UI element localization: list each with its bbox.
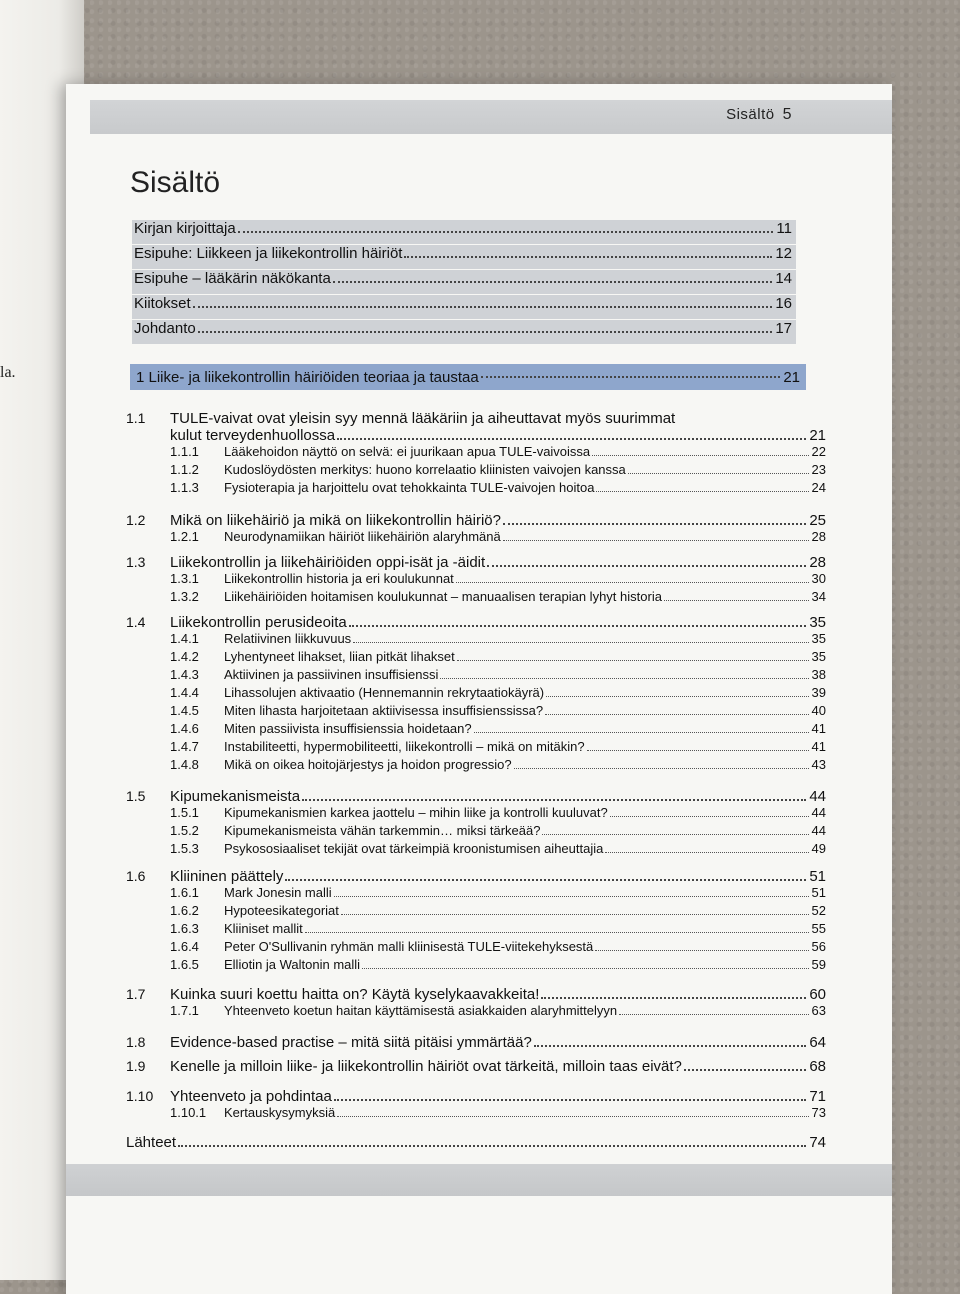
toc-subsection: 1.6.3 Kliiniset mallit 55 xyxy=(170,921,826,936)
toc-subsection: 1.5.2 Kipumekanismeista vähän tarkemmin… miksi tärkeää? 44 xyxy=(170,823,826,838)
page-number: 5 xyxy=(782,106,792,123)
toc-subsection: 1.4.5 Miten lihasta harjoitetaan aktiivisessa insuffisienssissa? 40 xyxy=(170,703,826,718)
toc-section: 1.10 Yhteenveto ja pohdintaa 71 1.10.1 Kertauskysymyksiä 73 xyxy=(126,1088,826,1123)
running-head xyxy=(726,106,792,124)
toc-subsection: 1.4.1 Relatiivinen liikkuvuus 35 xyxy=(170,631,826,646)
toc-subsection: 1.1.1 Lääkehoidon näyttö on selvä: ei juurikaan apua TULE-vaivoissa 22 xyxy=(170,444,826,459)
front-matter-item: Johdanto 17 xyxy=(132,320,796,345)
toc-section: 1.2 Mikä on liikehäiriö ja mikä on liikekontrollin häiriö? 25 1.2.1 Neurodynamiikan häiriöt liikehäiriön alaryhmänä 28 xyxy=(126,512,826,547)
toc-section: 1.1 TULE-vaivat ovat yleisin syy mennä lääkäriin ja aiheuttavat myös suurimmat kulut terveydenhuollossa 21 1.1.1 Lääkehoidon näyttö on selvä: ei juurikaan apua TULE-vaivoissa 22 1.1.2 Kudoslöydösten merkitys: huono korrelaatio kliinisten vaivojen kanssa 23 1.1.3 Fysioterapia ja harjoittelu ovat tehokkainta TULE-vaivojen hoitoa 24 xyxy=(126,410,826,498)
toc-section: 1.7 Kuinka suuri koettu haitta on? Käytä kyselykaavakkeita! 60 1.7.1 Yhteenveto koetun haitan käyttämisestä asiakkaiden alaryhmittelyyn 63 xyxy=(126,986,826,1021)
front-matter-item: Esipuhe – lääkärin näkökanta 14 xyxy=(132,270,796,295)
toc-section: 1.3 Liikekontrollin ja liikehäiriöiden oppi-isät ja -äidit 28 1.3.1 Liikekontrollin historia ja eri koulukunnat 30 1.3.2 Liikehäiriöiden hoitamisen koulukunnat – manuaalisen terapian lyhyt historia 34 xyxy=(126,554,826,607)
toc-subsection: 1.4.4 Lihassolujen aktivaatio (Hennemannin rekrytaatiokäyrä) 39 xyxy=(170,685,826,700)
toc-section: 1.4 Liikekontrollin perusideoita 35 1.4.1 Relatiivinen liikkuvuus 35 1.4.2 Lyhentyneet lihakset, liian pitkät lihakset 35 1.4.3 Aktiivinen ja passiivinen insuffisienssi 38 1.4.4 Lihassolujen aktivaatio (Hennemannin rekrytaatiokäyrä) 39 1.4.5 Miten lihasta harjoitetaan aktiivisessa insuffisienssissa? 40 1.4.6 Miten passiivista insuffisienssia hoidetaan? 41 1.4.7 Instabiliteetti, hypermobiliteetti, liikekontrolli – mikä on mitäkin? 41 1.4.8 Mikä on oikea hoitojärjestys ja hoidon progressio? 43 xyxy=(126,614,826,775)
toc-subsection: 1.6.5 Elliotin ja Waltonin malli 59 xyxy=(170,957,826,972)
toc-section: 1.9 Kenelle ja milloin liike- ja liikekontrollin häiriöt ovat tärkeitä, milloin taas eivät? 68 xyxy=(126,1058,826,1075)
toc-subsection: 1.5.3 Psykososiaaliset tekijät ovat tärkeimpiä kroonistumisen aiheuttajia 49 xyxy=(170,841,826,856)
toc-subsection: 1.1.3 Fysioterapia ja harjoittelu ovat tehokkainta TULE-vaivojen hoitoa 24 xyxy=(170,480,826,495)
chapter-heading: 1 Liike- ja liikekontrollin häiriöiden teoriaa ja taustaa 21 xyxy=(130,364,806,390)
page-title: Sisältö xyxy=(130,166,221,199)
toc-subsection: 1.4.2 Lyhentyneet lihakset, liian pitkät lihakset 35 xyxy=(170,649,826,664)
footer-band xyxy=(66,1164,892,1196)
running-head-label: Sisältö xyxy=(726,106,775,123)
references-entry: Lähteet 74 xyxy=(126,1134,826,1151)
toc-subsection: 1.1.2 Kudoslöydösten merkitys: huono korrelaatio kliinisten vaivojen kanssa 23 xyxy=(170,462,826,477)
toc-subsection: 1.3.1 Liikekontrollin historia ja eri koulukunnat 30 xyxy=(170,571,826,586)
toc-subsection: 1.3.2 Liikehäiriöiden hoitamisen koulukunnat – manuaalisen terapian lyhyt historia 34 xyxy=(170,589,826,604)
front-matter-list xyxy=(132,220,796,345)
toc-subsection: 1.2.1 Neurodynamiikan häiriöt liikehäiriön alaryhmänä 28 xyxy=(170,529,826,544)
toc-subsection: 1.4.3 Aktiivinen ja passiivinen insuffisienssi 38 xyxy=(170,667,826,682)
front-matter-item: Kiitokset 16 xyxy=(132,295,796,320)
toc-subsection: 1.10.1 Kertauskysymyksiä 73 xyxy=(170,1105,826,1120)
toc-section: 1.5 Kipumekanismeista 44 1.5.1 Kipumekanismien karkea jaottelu – mihin liike ja kontrolli kuuluvat? 44 1.5.2 Kipumekanismeista vähän tarkemmin… miksi tärkeää? 44 1.5.3 Psykososiaaliset tekijät ovat tärkeimpiä kroonistumisen aiheuttajia 49 xyxy=(126,788,826,859)
toc-subsection: 1.4.8 Mikä on oikea hoitojärjestys ja hoidon progressio? 43 xyxy=(170,757,826,772)
toc-section: 1.6 Kliininen päättely 51 1.6.1 Mark Jonesin malli 51 1.6.2 Hypoteesikategoriat 52 1.6.3 Kliiniset mallit 55 1.6.4 Peter O'Sullivanin ryhmän malli kliinisestä TULE-viitekehyksestä 56 1.6.5 Elliotin ja Waltonin malli 59 xyxy=(126,868,826,975)
toc-subsection: 1.5.1 Kipumekanismien karkea jaottelu – mihin liike ja kontrolli kuuluvat? 44 xyxy=(170,805,826,820)
toc-subsection: 1.7.1 Yhteenveto koetun haitan käyttämisestä asiakkaiden alaryhmittelyyn 63 xyxy=(170,1003,826,1018)
toc-subsection: 1.4.6 Miten passiivista insuffisienssia hoidetaan? 41 xyxy=(170,721,826,736)
front-matter-item: Esipuhe: Liikkeen ja liikekontrollin häiriöt 12 xyxy=(132,245,796,270)
toc-subsection: 1.6.4 Peter O'Sullivanin ryhmän malli kliinisestä TULE-viitekehyksestä 56 xyxy=(170,939,826,954)
toc-subsection: 1.4.7 Instabiliteetti, hypermobiliteetti, liikekontrolli – mikä on mitäkin? 41 xyxy=(170,739,826,754)
facing-page-text: la. xyxy=(0,364,16,381)
toc-section: 1.8 Evidence-based practise – mitä siitä pitäisi ymmärtää? 64 xyxy=(126,1034,826,1051)
toc-subsection: 1.6.1 Mark Jonesin malli 51 xyxy=(170,885,826,900)
toc-subsection: 1.6.2 Hypoteesikategoriat 52 xyxy=(170,903,826,918)
front-matter-item: Kirjan kirjoittaja 11 xyxy=(132,220,796,245)
toc-page xyxy=(66,84,892,1294)
